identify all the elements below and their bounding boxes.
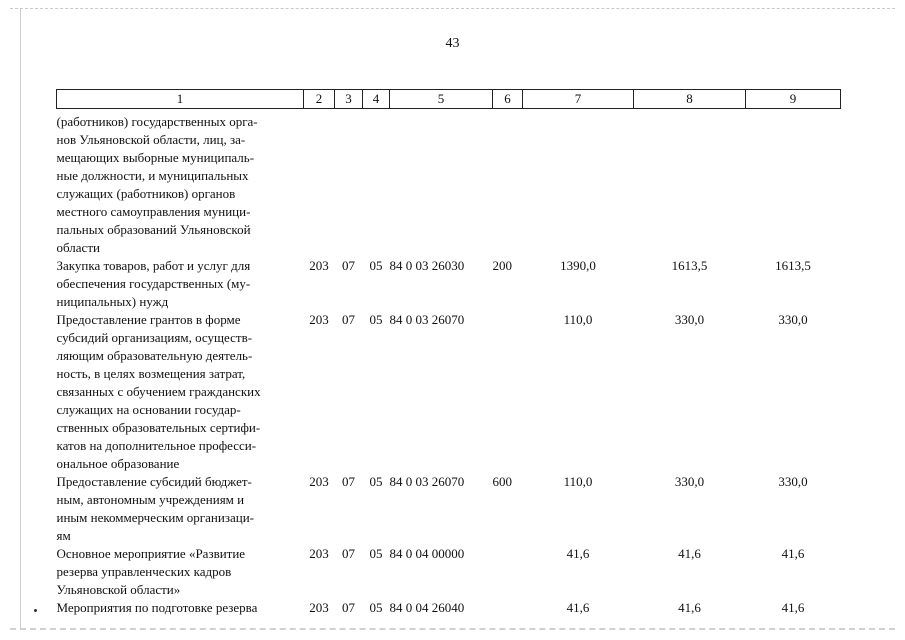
description-line: ные должности, и муниципальных [56, 168, 249, 183]
cell-rz: 07 [342, 546, 355, 561]
cell-amount-col7: 1390,0 [560, 258, 596, 273]
description-line: катов на дополнительное професси- [56, 438, 257, 453]
scan-edge-top [10, 8, 895, 9]
description-line: резерва управленческих кадров [56, 564, 232, 579]
row-description [57, 257, 304, 311]
cell-pr: 05 [369, 258, 383, 273]
cell-rz: 07 [342, 600, 355, 615]
cell-vr [493, 109, 523, 258]
cell-gr: 203 [309, 474, 329, 489]
cell-vr: 600 [492, 474, 512, 489]
column-header: 6 [493, 90, 523, 109]
description-line: связанных с обучением гражданских [56, 384, 261, 399]
cell-rz [335, 109, 363, 258]
cell-amount-col9: 330,0 [778, 474, 808, 489]
column-header: 8 [634, 90, 746, 109]
column-header: 7 [523, 90, 634, 109]
table-row [57, 473, 841, 545]
cell-vr: 200 [492, 258, 512, 273]
scan-speck [34, 609, 37, 612]
description-line: пальных образований Ульяновской [56, 222, 251, 237]
description-line: местного самоуправления муници- [56, 204, 251, 219]
cell-gr: 203 [309, 258, 329, 273]
description-line: (работников) государственных орга- [56, 114, 258, 129]
cell-csr: 84 0 03 26070 [389, 474, 465, 489]
budget-table [56, 89, 841, 617]
cell-vr [493, 311, 523, 473]
description-line: ным, автономным учреждениям и [56, 492, 245, 507]
description-line: области [56, 240, 100, 255]
cell-amount-col9: 330,0 [778, 312, 808, 327]
cell-amount-col7: 110,0 [563, 474, 593, 489]
table-row [57, 109, 841, 258]
description-line: Ульяновской области» [56, 582, 181, 597]
row-description [57, 473, 304, 545]
row-description [57, 311, 304, 473]
cell-csr [390, 109, 493, 258]
page-number: 43 [445, 36, 460, 51]
cell-amount-col9: 1613,5 [775, 258, 811, 273]
description-line: Закупка товаров, работ и услуг для [56, 258, 251, 273]
cell-rz: 07 [342, 312, 355, 327]
cell-amount-col8: 330,0 [674, 312, 705, 327]
cell-amount-col9: 41,6 [781, 546, 805, 561]
description-line: ляющим образовательную деятель- [56, 348, 253, 363]
scan-edge-left [20, 8, 21, 628]
cell-rz: 07 [342, 258, 355, 273]
description-line: Мероприятия по подготовке резерва [56, 600, 258, 615]
cell-vr [493, 545, 523, 599]
cell-pr: 05 [369, 546, 383, 561]
cell-gr [304, 109, 335, 258]
header-row [57, 90, 841, 109]
column-header: 9 [746, 90, 841, 109]
cell-amount-col8 [634, 109, 746, 258]
cell-csr: 84 0 04 26040 [389, 600, 465, 615]
cell-pr [363, 109, 390, 258]
scan-edge-bottom [10, 628, 895, 630]
cell-amount-col7 [523, 109, 634, 258]
description-line: мещающих выборные муниципаль- [56, 150, 255, 165]
cell-amount-col8: 41,6 [678, 600, 701, 615]
description-line: Предоставление субсидий бюджет- [56, 474, 252, 489]
cell-amount-col8: 1613,5 [671, 258, 708, 273]
column-header: 2 [304, 90, 335, 109]
cell-gr: 203 [309, 546, 329, 561]
cell-amount-col8: 330,0 [674, 474, 705, 489]
description-line: нов Ульяновской области, лиц, за- [56, 132, 246, 147]
description-line: ственных образовательных сертифи- [56, 420, 261, 435]
table-row [57, 545, 841, 599]
description-line: ность, в целях возмещения затрат, [56, 366, 246, 381]
cell-amount-col8: 41,6 [678, 546, 701, 561]
table-row [57, 311, 841, 473]
row-description [57, 599, 304, 617]
description-line: ниципальных) нужд [56, 294, 169, 309]
cell-csr: 84 0 03 26070 [389, 312, 465, 327]
cell-amount-col7: 110,0 [563, 312, 593, 327]
cell-csr: 84 0 03 26030 [389, 258, 465, 273]
description-line: служащих (работников) органов [56, 186, 236, 201]
column-header: 5 [390, 90, 493, 109]
cell-pr: 05 [369, 474, 383, 489]
cell-vr [493, 599, 523, 617]
cell-amount-col9 [746, 109, 841, 258]
description-line: обеспечения государственных (му- [56, 276, 251, 291]
description-line: Основное мероприятие «Развитие [56, 546, 246, 561]
column-header: 1 [57, 90, 304, 109]
cell-amount-col7: 41,6 [566, 600, 590, 615]
row-description [57, 109, 304, 258]
cell-amount-col9: 41,6 [781, 600, 805, 615]
description-line: служащих на основании государ- [56, 402, 241, 417]
cell-amount-col7: 41,6 [566, 546, 590, 561]
description-line: ям [56, 528, 71, 543]
column-header: 3 [335, 90, 363, 109]
cell-gr: 203 [309, 312, 329, 327]
cell-csr: 84 0 04 00000 [389, 546, 465, 561]
description-line: иным некоммерческим организаци- [56, 510, 254, 525]
cell-pr: 05 [369, 312, 383, 327]
table-row [57, 257, 841, 311]
table-row [57, 599, 841, 617]
column-header: 4 [363, 90, 390, 109]
cell-rz: 07 [342, 474, 355, 489]
cell-pr: 05 [369, 600, 383, 615]
description-line: субсидий организациям, осуществ- [56, 330, 253, 345]
cell-gr: 203 [309, 600, 329, 615]
row-description [57, 545, 304, 599]
description-line: ональное образование [56, 456, 180, 471]
description-line: Предоставление грантов в форме [56, 312, 241, 327]
